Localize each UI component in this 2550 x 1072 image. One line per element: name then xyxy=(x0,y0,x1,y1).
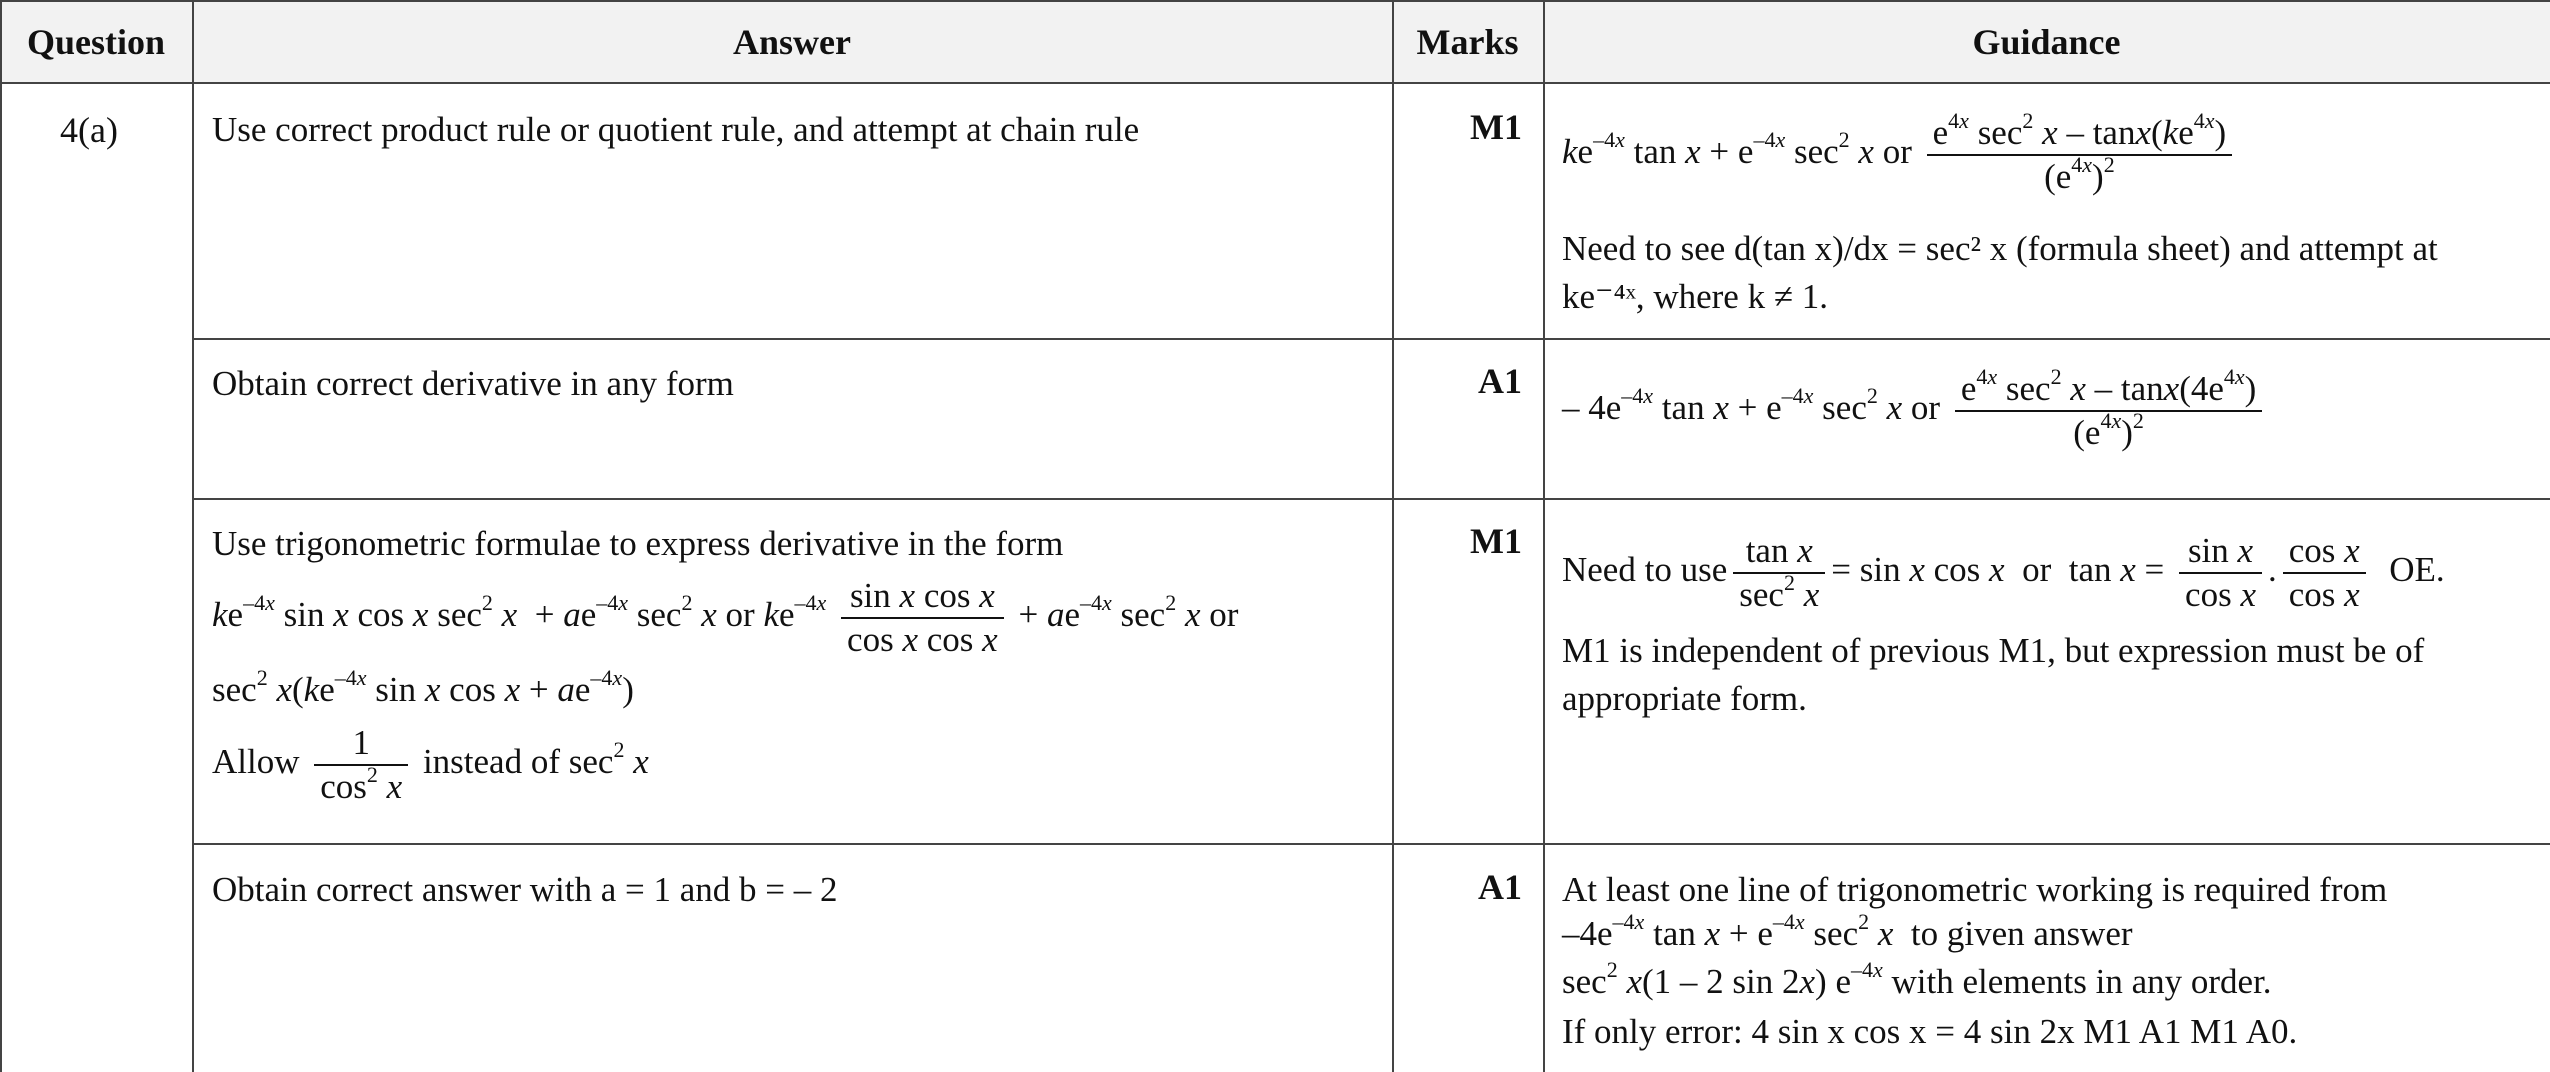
row3-mark: M1 xyxy=(1470,521,1522,561)
row2-answer: Obtain correct derivative in any form xyxy=(212,364,734,403)
row-divider xyxy=(192,498,2550,500)
row4-mark: A1 xyxy=(1478,867,1522,907)
question-label: 4(a) xyxy=(60,110,118,150)
row3-guidance-formula: Need to use $\frac{\text{tan x}}{\sec^2 x}$ = sin x cos x or tan x = $\frac{\text{sin x}}{\text{cos x}}$ . $\frac{\text{cos x}}{\text{cos x}}$ OE. xyxy=(1562,531,2445,614)
row-divider xyxy=(192,843,2550,845)
column-divider xyxy=(192,0,194,1072)
row4-guidance-line1: At least one line of trigonometric working is required from xyxy=(1562,870,2388,909)
header-answer: Answer xyxy=(733,22,851,62)
table-border-left xyxy=(0,0,2,1072)
row1-answer: Use correct product rule or quotient rule, and attempt at chain rule xyxy=(212,110,1140,149)
row4-answer: Obtain correct answer with a = 1 and b = – 2 xyxy=(212,870,838,909)
column-divider xyxy=(1392,0,1394,1072)
row-divider xyxy=(192,338,2550,340)
row4-guidance-formula1: $-4e^{-4x}$ $\tan x + e^{-4x}$ $\sec^2 x$ to given answer xyxy=(1562,909,2133,953)
row3-guidance-line2: M1 is independent of previous M1, but expression must be of xyxy=(1562,631,2425,670)
row2-guidance-formula: – $4e^{-4x}$ $\tan x + e^{-4x}$ $\sec^2 x$ or $\frac{e^{4x} \sec^2 x - \tan x(4e^{4x})}{(e^{4x})^2}$ xyxy=(1562,368,2268,454)
row4-guidance-line4: If only error: 4 sin x cos x = 4 sin 2x M1 A1 M1 A0. xyxy=(1562,1012,2298,1051)
row3-answer-formula2: $\sec^2 x(ke^{-4x}$ sin x $\cos x + ae^{-4x}$) xyxy=(212,665,634,709)
column-divider xyxy=(1543,0,1545,1072)
row3-answer-formula1: $ke^{-4x}$ sin x cos x $\sec^2 x + ae^{-4x}$ $\sec^2 x$ or $ke^{-4x}$ $\frac{\text{sin x cos x}}{\text{cos x cos x}}$ + $ae^{-4x}$ $\sec^2 x$ or xyxy=(212,576,1239,659)
header-marks: Marks xyxy=(1416,22,1519,62)
row1-guidance-formula: $ke^{-4x}$ $\tan x + e^{-4x}$ $\sec^2 x$ or $\frac{e^{4x} \sec^2 x - \tan x(ke^{4x})}{(e^{4x})^2}$ xyxy=(1562,112,2238,198)
row3-guidance-line3: appropriate form. xyxy=(1562,679,1807,718)
row2-mark: A1 xyxy=(1478,361,1522,401)
row1-mark: M1 xyxy=(1470,107,1522,147)
row3-answer: Use trigonometric formulae to express derivative in the form xyxy=(212,524,1064,563)
row1-guidance-line3: ke⁻⁴ˣ, where k ≠ 1. xyxy=(1562,277,1829,316)
row1-guidance-line2: Need to see d(tan x)/dx = sec² x (formula sheet) and attempt at xyxy=(1562,229,2438,268)
row4-guidance-formula2: $\sec^2 x(1 - 2$ sin 2x) $e^{-4x}$ with elements in any order. xyxy=(1562,957,2272,1001)
header-guidance: Guidance xyxy=(1972,22,2121,62)
header-question: Question xyxy=(26,22,166,62)
row3-answer-formula3: Allow $\frac{1}{\cos^2 x}$ instead of $\sec^2 x$ xyxy=(212,723,649,806)
